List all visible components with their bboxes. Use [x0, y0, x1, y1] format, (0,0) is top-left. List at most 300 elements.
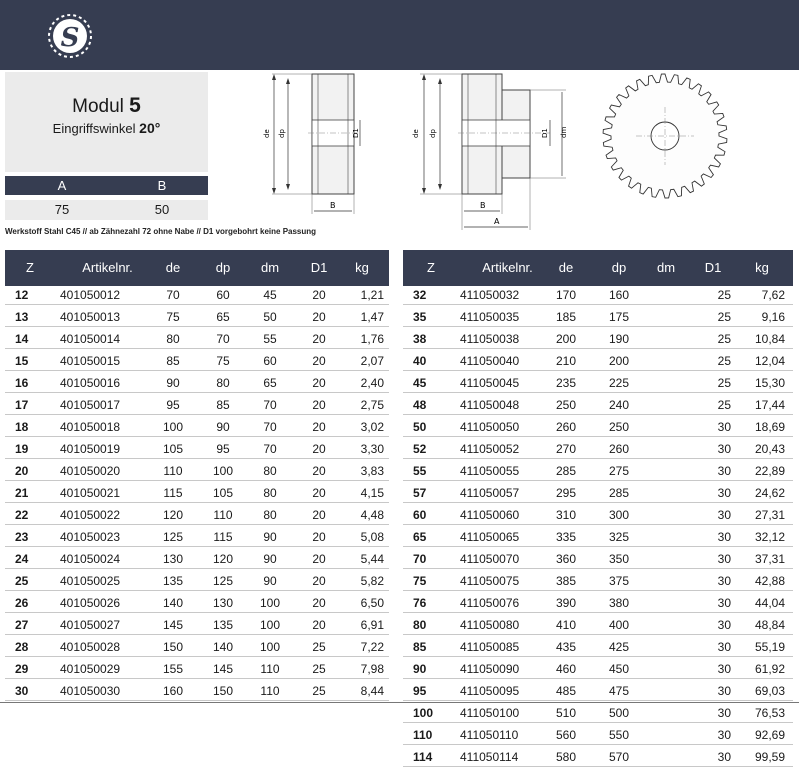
left-cell-de: 130	[162, 552, 184, 566]
left-cell-kg: 4,48	[360, 508, 384, 522]
svg-text:S: S	[60, 23, 80, 53]
left-table-row	[5, 617, 389, 635]
right-cell-de: 235	[555, 376, 577, 390]
right-cell-artikelnr: 411050085	[460, 640, 520, 654]
right-cell-d1: 30	[717, 508, 731, 522]
left-table-row	[5, 573, 389, 591]
gear-section-drawing-with-hub	[410, 72, 570, 232]
left-cell-z: 21	[15, 486, 29, 500]
left-cell-dp: 90	[216, 420, 230, 434]
right-cell-z: 65	[413, 530, 427, 544]
left-cell-z: 22	[15, 508, 29, 522]
right-cell-z: 110	[413, 728, 433, 742]
left-cell-z: 17	[15, 398, 29, 412]
left-cell-kg: 7,22	[360, 640, 384, 654]
left-cell-dp: 100	[212, 464, 234, 478]
left-cell-dm: 100	[259, 640, 281, 654]
right-cell-dp: 500	[608, 706, 630, 720]
right-table-row	[403, 375, 793, 393]
right-cell-d1: 30	[717, 486, 731, 500]
left-cell-z: 18	[15, 420, 29, 434]
right-cell-artikelnr: 411050065	[460, 530, 520, 544]
right-cell-kg: 42,88	[754, 574, 785, 588]
left-header-dm: dm	[260, 260, 280, 275]
right-cell-artikelnr: 411050110	[460, 728, 519, 742]
label-d1: D1	[352, 128, 360, 138]
left-cell-de: 145	[162, 618, 184, 632]
left-cell-de: 100	[162, 420, 184, 434]
right-cell-de: 390	[555, 596, 577, 610]
right-table-row	[403, 331, 793, 349]
ab-header-a: A	[57, 178, 67, 193]
right-cell-dp: 380	[608, 596, 630, 610]
right-cell-dp: 240	[608, 398, 630, 412]
right-cell-kg: 44,04	[754, 596, 785, 610]
right-table-row	[403, 441, 793, 459]
left-cell-d1: 20	[312, 508, 326, 522]
left-cell-artikelnr: 401050019	[60, 442, 121, 456]
label-dp: dp	[278, 129, 286, 138]
right-cell-d1: 30	[717, 574, 731, 588]
right-cell-artikelnr: 411050050	[460, 420, 520, 434]
right-cell-artikelnr: 411050032	[460, 288, 520, 302]
right-cell-kg: 27,31	[754, 508, 785, 522]
left-cell-de: 75	[166, 310, 180, 324]
right-cell-z: 55	[413, 464, 427, 478]
left-cell-artikelnr: 401050022	[60, 508, 121, 522]
left-cell-kg: 6,50	[360, 596, 384, 610]
left-table-row	[5, 485, 389, 503]
right-cell-dp: 190	[608, 332, 630, 346]
right-cell-dp: 450	[608, 662, 630, 676]
right-cell-d1: 30	[717, 640, 731, 654]
right-cell-z: 48	[413, 398, 427, 412]
left-cell-de: 140	[162, 596, 184, 610]
right-cell-kg: 15,30	[754, 376, 785, 390]
right-cell-z: 35	[413, 310, 427, 324]
right-cell-z: 52	[413, 442, 427, 456]
right-cell-de: 185	[555, 310, 577, 324]
right-cell-z: 90	[413, 662, 427, 676]
right-cell-de: 285	[555, 464, 577, 478]
left-cell-z: 30	[15, 684, 29, 698]
left-cell-de: 90	[166, 376, 180, 390]
material-note: Werkstoff Stahl C45 // ab Zähnezahl 72 ohne Nabe // D1 vorgebohrt keine Passung	[5, 227, 317, 236]
module-title: Modul 5	[72, 94, 141, 117]
left-cell-de: 95	[166, 398, 180, 412]
right-cell-de: 580	[555, 750, 577, 764]
right-cell-kg: 20,43	[754, 442, 785, 456]
left-cell-dm: 55	[263, 332, 277, 346]
left-cell-d1: 20	[312, 354, 326, 368]
left-table-row	[5, 661, 389, 679]
left-cell-artikelnr: 401050015	[60, 354, 121, 368]
right-cell-de: 460	[555, 662, 577, 676]
right-cell-kg: 10,84	[754, 332, 785, 346]
left-cell-z: 25	[15, 574, 29, 588]
right-cell-z: 70	[413, 552, 427, 566]
left-cell-z: 20	[15, 464, 29, 478]
left-cell-kg: 5,44	[360, 552, 384, 566]
left-cell-z: 16	[15, 376, 29, 390]
left-cell-de: 120	[162, 508, 184, 522]
right-cell-de: 200	[555, 332, 577, 346]
left-cell-dm: 90	[263, 530, 277, 544]
right-cell-dp: 200	[608, 354, 630, 368]
left-cell-de: 70	[166, 288, 180, 302]
left-cell-z: 23	[15, 530, 29, 544]
right-cell-de: 510	[555, 706, 577, 720]
right-cell-kg: 7,62	[761, 288, 785, 302]
left-table-row	[5, 287, 389, 305]
left-table-row	[5, 463, 389, 481]
right-cell-z: 95	[413, 684, 427, 698]
label-a: A	[494, 217, 500, 226]
brand-logo-icon	[46, 12, 94, 60]
left-cell-d1: 20	[312, 442, 326, 456]
right-cell-artikelnr: 411050040	[460, 354, 520, 368]
ab-table-header	[5, 176, 208, 195]
right-cell-artikelnr: 411050057	[460, 486, 520, 500]
left-cell-de: 155	[162, 662, 184, 676]
label-de: de	[263, 129, 271, 138]
right-cell-artikelnr: 411050095	[460, 684, 520, 698]
left-cell-d1: 20	[312, 376, 326, 390]
right-cell-d1: 30	[717, 750, 731, 764]
ab-value-a: 75	[54, 202, 70, 217]
left-cell-d1: 25	[312, 684, 326, 698]
left-cell-dp: 95	[216, 442, 230, 456]
right-cell-d1: 30	[717, 464, 731, 478]
right-cell-kg: 17,44	[754, 398, 785, 412]
ab-table-values	[5, 200, 208, 220]
left-cell-z: 12	[15, 288, 29, 302]
right-header-dp: dp	[611, 260, 627, 275]
right-header-d1: D1	[704, 260, 722, 275]
right-table-row	[403, 309, 793, 327]
right-cell-z: 114	[413, 750, 433, 764]
left-cell-d1: 25	[312, 640, 326, 654]
left-cell-kg: 4,15	[360, 486, 384, 500]
right-table-header	[403, 250, 793, 286]
right-cell-z: 57	[413, 486, 427, 500]
right-cell-dp: 160	[608, 288, 630, 302]
right-cell-de: 270	[555, 442, 577, 456]
right-cell-kg: 69,03	[754, 684, 785, 698]
left-cell-d1: 20	[312, 288, 326, 302]
right-table-row	[403, 573, 793, 591]
label-b: B	[330, 201, 336, 210]
right-cell-artikelnr: 411050045	[460, 376, 520, 390]
left-table-row	[5, 441, 389, 459]
right-cell-kg: 92,69	[754, 728, 785, 742]
right-cell-d1: 30	[717, 728, 731, 742]
left-cell-dm: 110	[260, 662, 280, 676]
left-cell-dp: 115	[213, 530, 233, 544]
bottom-divider	[0, 702, 799, 703]
left-cell-dp: 130	[212, 596, 234, 610]
right-cell-kg: 76,53	[754, 706, 785, 720]
left-cell-artikelnr: 401050020	[60, 464, 121, 478]
right-cell-dp: 260	[608, 442, 630, 456]
right-cell-dp: 285	[608, 486, 630, 500]
right-cell-artikelnr: 411050090	[460, 662, 520, 676]
label-b-2: B	[480, 201, 486, 210]
left-cell-artikelnr: 401050028	[60, 640, 121, 654]
right-table-row	[403, 507, 793, 525]
left-cell-artikelnr: 401050012	[60, 288, 121, 302]
right-cell-z: 50	[413, 420, 427, 434]
left-cell-de: 160	[162, 684, 184, 698]
left-cell-dm: 80	[263, 464, 277, 478]
right-cell-z: 60	[413, 508, 427, 522]
right-table-row	[403, 595, 793, 613]
left-cell-d1: 20	[312, 618, 326, 632]
left-cell-dp: 110	[213, 508, 233, 522]
right-header-dm: dm	[656, 260, 676, 275]
right-cell-kg: 61,92	[754, 662, 785, 676]
left-cell-d1: 20	[312, 464, 326, 478]
module-info-box	[5, 72, 208, 172]
left-cell-artikelnr: 401050021	[60, 486, 121, 500]
left-cell-dp: 85	[216, 398, 230, 412]
right-cell-d1: 30	[717, 552, 731, 566]
right-cell-artikelnr: 411050114	[460, 750, 519, 764]
left-cell-d1: 20	[312, 574, 326, 588]
left-table-row	[5, 639, 389, 657]
label-dp-2: dp	[429, 129, 437, 138]
left-cell-dp: 125	[212, 574, 234, 588]
left-table-row	[5, 529, 389, 547]
left-cell-kg: 5,82	[360, 574, 384, 588]
left-cell-de: 115	[163, 486, 183, 500]
left-header-dp: dp	[215, 260, 231, 275]
right-table-row	[403, 727, 793, 745]
left-cell-artikelnr: 401050017	[60, 398, 121, 412]
right-cell-dp: 350	[608, 552, 630, 566]
right-cell-artikelnr: 411050100	[460, 706, 520, 720]
left-cell-kg: 2,07	[360, 354, 384, 368]
gear-front-view-icon	[596, 72, 734, 206]
left-cell-d1: 20	[312, 486, 326, 500]
left-header-kg: kg	[355, 260, 369, 275]
left-cell-z: 24	[15, 552, 29, 566]
left-cell-dm: 70	[263, 442, 277, 456]
right-cell-artikelnr: 411050060	[460, 508, 520, 522]
label-d1-2: D1	[541, 128, 549, 138]
left-cell-dp: 135	[212, 618, 234, 632]
right-cell-dp: 400	[608, 618, 630, 632]
left-cell-z: 19	[15, 442, 29, 456]
left-table-row	[5, 331, 389, 349]
left-cell-dm: 65	[263, 376, 277, 390]
left-cell-dm: 50	[263, 310, 277, 324]
right-cell-d1: 30	[717, 442, 731, 456]
right-cell-dp: 425	[608, 640, 630, 654]
left-cell-kg: 2,75	[360, 398, 384, 412]
left-header-z: Z	[26, 260, 34, 275]
right-cell-z: 40	[413, 354, 427, 368]
left-cell-dp: 80	[216, 376, 230, 390]
label-de-2: de	[412, 129, 420, 138]
left-cell-dm: 45	[263, 288, 277, 302]
right-cell-dp: 475	[608, 684, 630, 698]
left-cell-z: 26	[15, 596, 29, 610]
left-cell-d1: 20	[312, 310, 326, 324]
left-cell-dm: 100	[259, 596, 281, 610]
right-cell-z: 76	[413, 596, 427, 610]
right-cell-d1: 30	[717, 596, 731, 610]
right-cell-kg: 24,62	[754, 486, 785, 500]
left-cell-kg: 7,98	[360, 662, 384, 676]
right-cell-dp: 175	[608, 310, 630, 324]
right-cell-de: 310	[555, 508, 577, 522]
right-cell-z: 32	[413, 288, 427, 302]
left-cell-d1: 25	[312, 662, 326, 676]
right-table-row	[403, 529, 793, 547]
right-cell-artikelnr: 411050070	[460, 552, 520, 566]
right-cell-d1: 25	[717, 288, 731, 302]
right-table-row	[403, 353, 793, 371]
right-cell-de: 210	[555, 354, 577, 368]
right-cell-artikelnr: 411050075	[460, 574, 520, 588]
right-table-row	[403, 661, 793, 679]
right-cell-de: 360	[555, 552, 577, 566]
right-cell-d1: 30	[717, 530, 731, 544]
right-cell-kg: 22,89	[754, 464, 785, 478]
right-cell-de: 435	[555, 640, 577, 654]
left-table-row	[5, 595, 389, 613]
left-table-row	[5, 309, 389, 327]
right-cell-de: 250	[555, 398, 577, 412]
label-dm: dm	[560, 126, 568, 138]
left-cell-dp: 150	[212, 684, 234, 698]
right-cell-de: 335	[555, 530, 577, 544]
left-cell-de: 125	[162, 530, 184, 544]
right-cell-artikelnr: 411050055	[460, 464, 520, 478]
right-cell-z: 38	[413, 332, 427, 346]
right-cell-dp: 550	[608, 728, 630, 742]
left-cell-d1: 20	[312, 332, 326, 346]
right-cell-d1: 30	[717, 662, 731, 676]
left-cell-dm: 80	[263, 486, 277, 500]
right-cell-dp: 570	[608, 750, 630, 764]
right-table-row	[403, 683, 793, 701]
left-cell-dm: 80	[263, 508, 277, 522]
right-cell-dp: 275	[608, 464, 630, 478]
left-cell-z: 13	[15, 310, 29, 324]
right-cell-de: 260	[555, 420, 577, 434]
right-cell-kg: 48,84	[754, 618, 785, 632]
left-cell-kg: 1,76	[360, 332, 384, 346]
right-cell-d1: 25	[717, 354, 731, 368]
left-cell-de: 150	[162, 640, 184, 654]
right-cell-dp: 325	[608, 530, 630, 544]
right-cell-artikelnr: 411050052	[460, 442, 520, 456]
left-cell-de: 80	[166, 332, 180, 346]
left-cell-dp: 145	[212, 662, 234, 676]
left-cell-dp: 140	[212, 640, 234, 654]
right-cell-de: 170	[555, 288, 577, 302]
left-cell-kg: 6,91	[360, 618, 384, 632]
right-cell-z: 75	[413, 574, 427, 588]
left-table-row	[5, 419, 389, 437]
left-cell-d1: 20	[312, 398, 326, 412]
right-header-de: de	[558, 260, 574, 275]
left-cell-artikelnr: 401050025	[60, 574, 121, 588]
left-table-header	[5, 250, 389, 286]
right-table-row	[403, 639, 793, 657]
left-cell-kg: 3,02	[360, 420, 384, 434]
right-cell-d1: 30	[717, 684, 731, 698]
left-cell-dp: 70	[216, 332, 230, 346]
right-cell-artikelnr: 411050076	[460, 596, 520, 610]
gear-section-drawing-no-hub	[262, 72, 362, 232]
left-table-row	[5, 683, 389, 701]
left-cell-artikelnr: 401050024	[60, 552, 121, 566]
left-cell-artikelnr: 401050030	[60, 684, 121, 698]
left-header-de: de	[165, 260, 181, 275]
right-cell-kg: 32,12	[754, 530, 785, 544]
pressure-angle: Eingriffswinkel 20°	[52, 120, 161, 136]
right-cell-artikelnr: 411050038	[460, 332, 520, 346]
right-cell-d1: 30	[717, 618, 731, 632]
left-cell-dp: 65	[216, 310, 230, 324]
right-cell-d1: 25	[717, 332, 731, 346]
right-cell-d1: 25	[717, 310, 731, 324]
left-header-artikelnr: Artikelnr.	[82, 260, 133, 275]
right-cell-z: 80	[413, 618, 427, 632]
left-cell-z: 28	[15, 640, 29, 654]
left-cell-z: 29	[15, 662, 29, 676]
left-cell-dm: 100	[259, 618, 281, 632]
right-cell-d1: 30	[717, 420, 731, 434]
left-cell-de: 105	[162, 442, 184, 456]
left-cell-d1: 20	[312, 596, 326, 610]
left-table-row	[5, 353, 389, 371]
ab-header-b: B	[157, 178, 167, 193]
right-table-row	[403, 485, 793, 503]
right-cell-kg: 18,69	[754, 420, 785, 434]
right-table-row	[403, 287, 793, 305]
left-cell-de: 85	[166, 354, 180, 368]
left-cell-kg: 5,08	[360, 530, 384, 544]
right-cell-z: 85	[413, 640, 427, 654]
right-cell-de: 485	[555, 684, 577, 698]
left-header-d1: D1	[310, 260, 328, 275]
right-table-row	[403, 419, 793, 437]
right-cell-artikelnr: 411050048	[460, 398, 520, 412]
left-cell-artikelnr: 401050029	[60, 662, 121, 676]
left-table-row	[5, 375, 389, 393]
right-cell-de: 295	[555, 486, 577, 500]
left-cell-dm: 90	[263, 574, 277, 588]
left-cell-d1: 20	[312, 552, 326, 566]
right-cell-artikelnr: 411050080	[460, 618, 520, 632]
right-table-row	[403, 551, 793, 569]
right-cell-kg: 37,31	[754, 552, 785, 566]
right-cell-kg: 99,59	[754, 750, 785, 764]
ab-value-b: 50	[154, 202, 170, 217]
right-header-artikelnr: Artikelnr.	[482, 260, 533, 275]
left-cell-z: 14	[15, 332, 29, 346]
left-cell-kg: 8,44	[360, 684, 384, 698]
left-cell-kg: 1,47	[360, 310, 384, 324]
left-cell-kg: 2,40	[360, 376, 384, 390]
left-table-row	[5, 551, 389, 569]
right-cell-kg: 55,19	[754, 640, 785, 654]
left-cell-dm: 70	[263, 398, 277, 412]
